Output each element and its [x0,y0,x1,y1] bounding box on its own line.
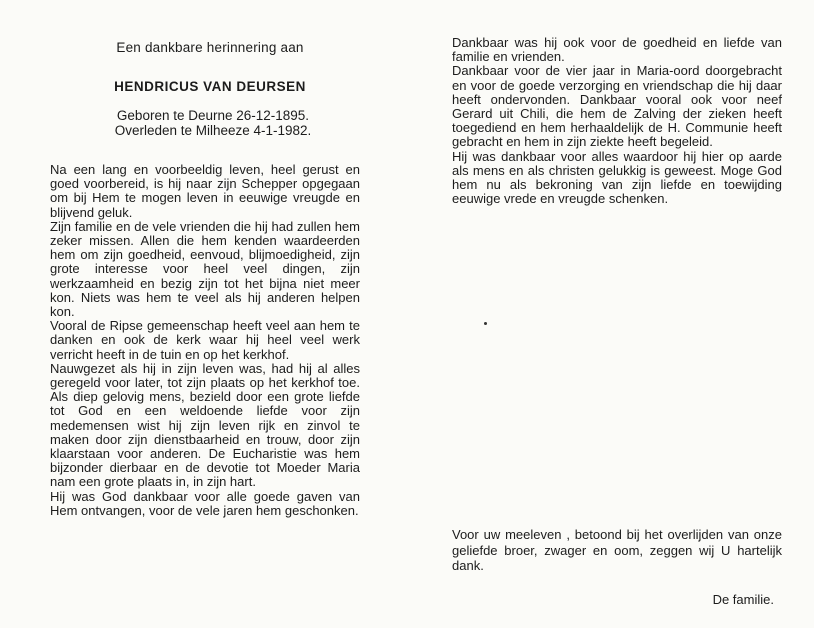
right-column [452,36,782,206]
left-paragraph: Na een lang en voorbeeldig leven, heel gerust en goed voorbereid, is hij naar zijn Schepper opgegaan om bij Hem te mogen leven in eeuwige vreugde en blijvend geluk. [50,162,360,220]
left-paragraph: Zijn familie en de vele vrienden die hij had zullen hem zeker missen. Allen die hem kenden waardeerden hem om zijn goedheid, eenvoud, blijmoedigheid, zijn grote interesse voor heel veel dingen, zijn werkzaamheid en bezig zijn tot het bijna niet meer kon. Niets was hem te veel als hij anderen helpen kon. [50,218,360,320]
signature-line: De familie. [712,592,774,607]
left-paragraph: Nauwgezet als hij in zijn leven was, had hij al alles geregeld voor later, tot zijn plaats op het kerkhof toe. Als diep gelovig mens, bezield door een grote liefde tot God en een weldoende liefde voor zijn medemensen wist hij zijn leven rijk en zinvol te maken door zijn dienstbaarheid en trouw, door zijn klaarstaan voor anderen. De Eucharistie was hem bijzonder dierbaar en de devotie tot Moeder Maria nam een grote plaats in, in zijn hart. [50,360,360,490]
left-paragraph: Hij was God dankbaar voor alle goede gaven van Hem ontvangen, voor de vele jaren hem geschonken. [50,488,360,518]
life-dates [50,109,360,138]
left-paragraph: Vooral de Ripse gemeenschap heeft veel aan hem te danken en ook de kerk waar hij heel veel werk verricht heeft in de tuin en op het kerkhof. [50,318,360,362]
right-paragraph: Hij was dankbaar voor alles waardoor hij hier op aarde als mens en als christen gelukkig is geweest. Moge God hem nu als bekroning van zijn liefde en toewijding eeuwige vrede en vreugde schenken. [452,148,782,207]
right-body-text [452,36,782,206]
left-column [50,40,360,518]
right-paragraph: Dankbaar was hij ook voor de goedheid en liefde van familie en vrienden. [452,35,782,65]
intro-line: Een dankbare herinnering aan [116,40,304,55]
speck-mark [484,322,487,325]
deceased-name: HENDRICUS VAN DEURSEN [114,79,306,94]
birth-line: Geboren te Deurne 26-12-1895. [116,108,310,123]
thanks-text: Voor uw meeleven , betoond bij het overlijden van onze geliefde broer, zwager en oom, zeggen wij U hartelijk dank. [452,527,782,573]
death-line: Overleden te Milheeze 4-1-1982. [114,122,312,138]
right-paragraph: Dankbaar voor de vier jaar in Maria-oord doorgebracht en voor de goede verzorging en vriendschap die hij daar heeft ondervonden. Dankbaar vooral ook voor neef Gerard uit Chili, die hem de Zalving der zieken heeft toegediend en hem herhaaldelijk de H. Communie heeft gebracht en hem in zijn ziekte heeft begeleid. [452,63,782,150]
left-body-text [50,163,360,518]
